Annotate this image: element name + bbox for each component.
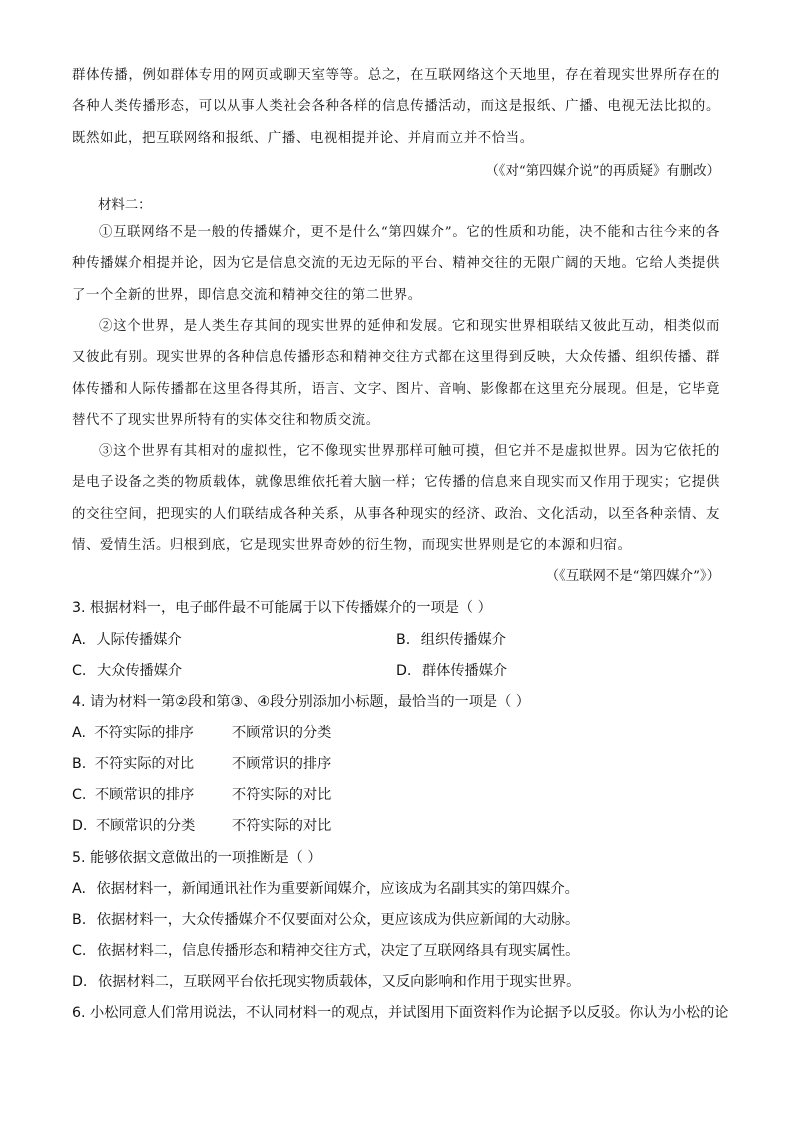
- q3-option-d: [396, 660, 507, 680]
- q4-option-a: [72, 722, 194, 742]
- option-text: 依据材料一，大众传播媒介不仅要面对公众，更应该成为供应新闻的大动脉。: [96, 912, 580, 928]
- option-letter: A.: [72, 881, 86, 897]
- option-letter: C.: [72, 943, 87, 959]
- option-letter: A.: [72, 725, 86, 741]
- material2-label: 材料二：: [98, 198, 152, 213]
- q4-option-b: [72, 753, 194, 773]
- question-6-stem: 6. 小松同意人们常用说法，不认同材料一的观点，并试图用下面资料作为论据予以反驳。你认为小松的论: [72, 1005, 729, 1021]
- q5-option-c: [72, 940, 579, 960]
- material2-paragraph-2: ②这个世界，是人类生存其间的现实世界的延伸和发展。它和现实世界相联结又彼此互动，相类似而又彼此有别。现实世界的各种信息传播形态和精神交往方式都在这里得到反映，大众传播、组织传播、群体传播和人际传播都在这里各得其所，语言、文字、图片、音响、影像都在这里充分展现。但是，它毕竟替代不了现实世界所特有的实体交往和物质交流。: [72, 319, 720, 428]
- option-text-left: 不顾常识的排序: [94, 787, 195, 803]
- option-text-left: 不符实际的对比: [94, 756, 195, 772]
- q5-option-d: [72, 971, 580, 991]
- material2-paragraph-3: ③这个世界有其相对的虚拟性，它不像现实世界那样可触可摸，但它并不是虚拟世界。因为它依托的是电子设备之类的物质载体，就像思维依托着大脑一样；它传播的信息来自现实而又作用于现实；它提供的交往空间，把现实的人们联结成各种关系，从事各种现实的经济、政治、文化活动，以至各种亲情、友情、爱情生活。归根到底，它是现实世界奇妙的衍生物，而现实世界则是它的本源和归宿。: [72, 444, 720, 553]
- q4-option-a-right: 不顾常识的分类: [232, 725, 332, 741]
- option-letter: D.: [72, 974, 88, 990]
- option-text: 组织传播媒介: [420, 632, 506, 648]
- option-text: 依据材料二，信息传播形态和精神交往方式，决定了互联网络具有现实属性。: [96, 943, 580, 959]
- question-4-stem: 4. 请为材料一第②段和第③、④段分别添加小标题，最恰当的一项是（ ）: [72, 694, 530, 710]
- option-letter: A.: [72, 632, 86, 648]
- q4-option-d: [72, 815, 195, 835]
- option-letter: C.: [72, 663, 87, 679]
- question-3-stem: 3. 根据材料一，电子邮件最不可能属于以下传播媒介的一项是（ ）: [72, 600, 492, 616]
- option-letter: B.: [72, 912, 87, 928]
- option-text: 人际传播媒介: [96, 632, 182, 648]
- option-letter: D.: [396, 663, 412, 679]
- option-letter: B.: [396, 632, 411, 648]
- option-text: 大众传播媒介: [96, 663, 183, 679]
- q5-option-a: [72, 878, 579, 898]
- option-text-left: 不顾常识的分类: [95, 818, 196, 834]
- option-letter: B.: [72, 756, 87, 772]
- q4-option-c-right: 不符实际的对比: [232, 787, 332, 803]
- q4-option-c: [72, 784, 194, 804]
- option-text: 依据材料二，互联网平台依托现实物质载体，又反向影响和作用于现实世界。: [97, 974, 581, 990]
- option-text: 依据材料一，新闻通讯社作为重要新闻媒介，应该成为名副其实的第四媒介。: [96, 881, 579, 897]
- material1-tail-paragraph: 群体传播，例如群体专用的网页或聊天室等等。总之，在互联网络这个天地里，存在着现实世界所存在的各种人类传播形态，可以从事人类社会各种各样的信息传播活动，而这是报纸、广播、电视无法比拟的。既然如此，把互联网络和报纸、广播、电视相提并论、并肩而立并不恰当。: [72, 68, 720, 146]
- option-text-left: 不符实际的排序: [94, 725, 194, 741]
- q3-option-c: [72, 660, 182, 680]
- q4-option-b-right: 不顾常识的排序: [232, 756, 332, 772]
- material1-source: （《对“第四媒介说”的再质疑》有删改）: [485, 164, 720, 179]
- q3-option-b: [396, 629, 506, 649]
- material2-paragraph-1: ①互联网络不是一般的传播媒介，更不是什么“第四媒介”。它的性质和功能，决不能和古往今来的各种传播媒介相提并论，因为它是信息交流的无边无际的平台、精神交往的无限广阔的天地。它给人类提供了一个全新的世界，即信息交流和精神交往的第二世界。: [72, 225, 720, 303]
- q5-option-b: [72, 909, 579, 929]
- option-letter: C.: [72, 787, 87, 803]
- option-text: 群体传播媒介: [421, 663, 508, 679]
- q3-option-a: [72, 629, 182, 649]
- q4-option-d-right: 不符实际的对比: [232, 818, 332, 834]
- material2-source: （《互联网不是“第四媒介”》）: [545, 569, 720, 584]
- question-5-stem: 5. 能够依据文意做出的一项推断是（ ）: [72, 850, 322, 866]
- option-letter: D.: [72, 818, 88, 834]
